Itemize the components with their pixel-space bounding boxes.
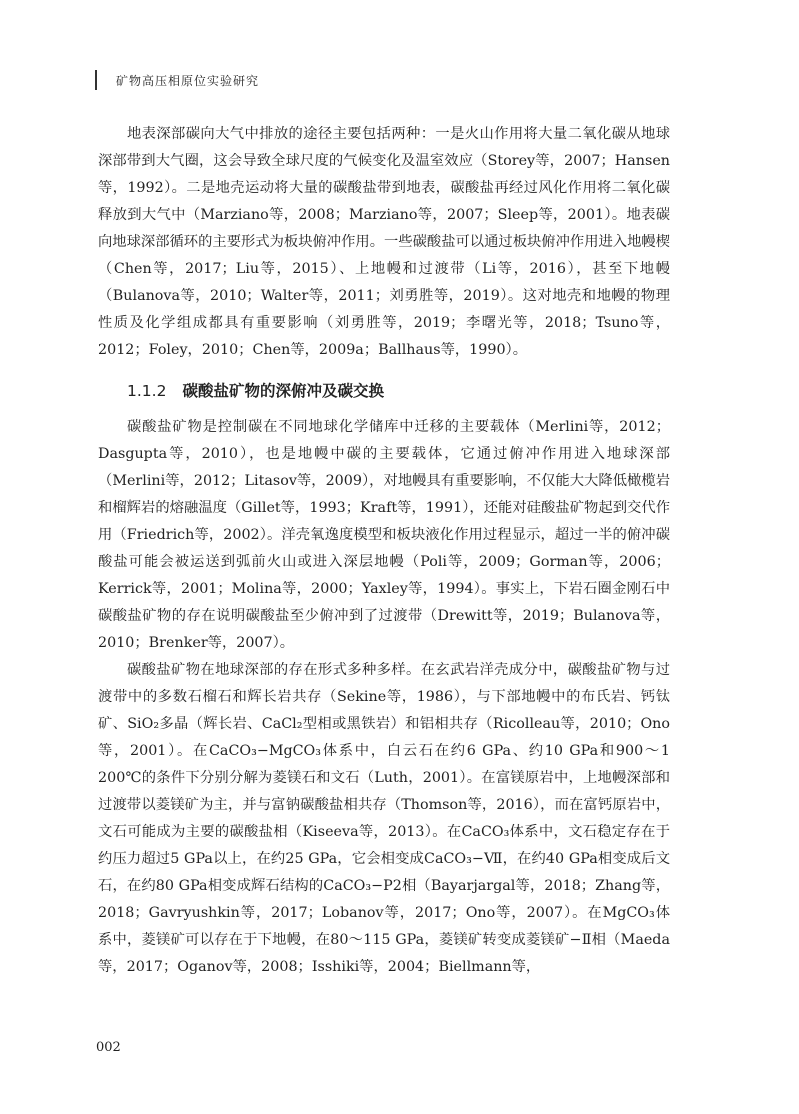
section-number: 1.1.2	[127, 382, 167, 400]
running-title: 矿物高压相原位实验研究	[116, 74, 260, 88]
page-number: 002	[96, 1040, 121, 1055]
paragraph-3: 碳酸盐矿物在地球深部的存在形式多种多样。在玄武岩洋壳成分中，碳酸盐矿物与过渡带中的多数石榴石和辉长岩共存（Sekine等，1986），与下部地幔中的布氏岩、钙钛矿、SiO₂多晶（辉长岩、CaCl₂型相或黑铁岩）和铝相共存（Ricolleau等，2010；Ono等，2001）。在CaCO₃−MgCO₃体系中，白云石在约6 GPa、约10 GPa和900～1 200℃的条件下分别分解为菱镁石和文石（Luth，2001）。在富镁原岩中，上地幔深部和过渡带以菱镁矿为主，并与富钠碳酸盐相共存（Thomson等，2016），而在富钙原岩中，文石可能成为主要的碳酸盐相（Kiseeva等，2013）。在CaCO₃体系中，文石稳定存在于约压力超过5 GPa以上，在约25 GPa，它会相变成CaCO₃−Ⅶ，在约40 GPa相变成后文石，在约80 GPa相变成辉石结构的CaCO₃−P2相（Bayarjargal等，2018；Zhang等，2018；Gavryushkin等，2017；Lobanov等，2017；Ono等，2007）。在MgCO₃体系中，菱镁矿可以存在于下地幔，在80～115 GPa，菱镁矿转变成菱镁矿−Ⅱ相（Maeda等，2017；Oganov等，2008；Isshiki等，2004；Biellmann等，	[98, 662, 670, 975]
header-rule	[95, 70, 97, 90]
page-body	[98, 121, 670, 981]
section-title: 碳酸盐矿物的深俯冲及碳交换	[182, 382, 384, 400]
paragraph-1: 地表深部碳向大气中排放的途径主要包括两种：一是火山作用将大量二氧化碳从地球深部带到大气圈，这会导致全球尺度的气候变化及温室效应（Storey等，2007；Hansen等，1992）。二是地壳运动将大量的碳酸盐带到地表，碳酸盐再经过风化作用将二氧化碳释放到大气中（Marziano等，2008；Marziano等，2007；Sleep等，2001）。地表碳向地球深部循环的主要形式为板块俯冲作用。一些碳酸盐可以通过板块俯冲作用进入地幔楔（Chen等，2017；Liu等，2015）、上地幔和过渡带（Li等，2016），甚至下地幔（Bulanova等，2010；Walter等，2011；刘勇胜等，2019）。这对地壳和地幔的物理性质及化学组成都具有重要影响（刘勇胜等，2019；李曙光等，2018；Tsuno等，2012；Foley，2010；Chen等，2009a；Ballhaus等，1990）。	[98, 126, 670, 358]
section-heading	[127, 378, 670, 405]
paragraph-2: 碳酸盐矿物是控制碳在不同地球化学储库中迁移的主要载体（Merlini等，2012；Dasgupta等，2010），也是地幔中碳的主要载体，它通过俯冲作用进入地球深部（Merlini等，2012；Litasov等，2009），对地幔具有重要影响，不仅能大大降低橄榄岩和榴辉岩的熔融温度（Gillet等，1993；Kraft等，1991），还能对硅酸盐矿物起到交代作用（Friedrich等，2002）。洋壳氧逸度模型和板块液化作用过程显示，超过一半的俯冲碳酸盐可能会被运送到弧前火山或进入深层地幔（Poli等，2009；Gorman等，2006；Kerrick等，2001；Molina等，2000；Yaxley等，1994）。事实上，下岩石圈金刚石中碳酸盐矿物的存在说明碳酸盐至少俯冲到了过渡带（Drewitt等，2019；Bulanova等，2010；Brenker等，2007）。	[98, 419, 670, 651]
